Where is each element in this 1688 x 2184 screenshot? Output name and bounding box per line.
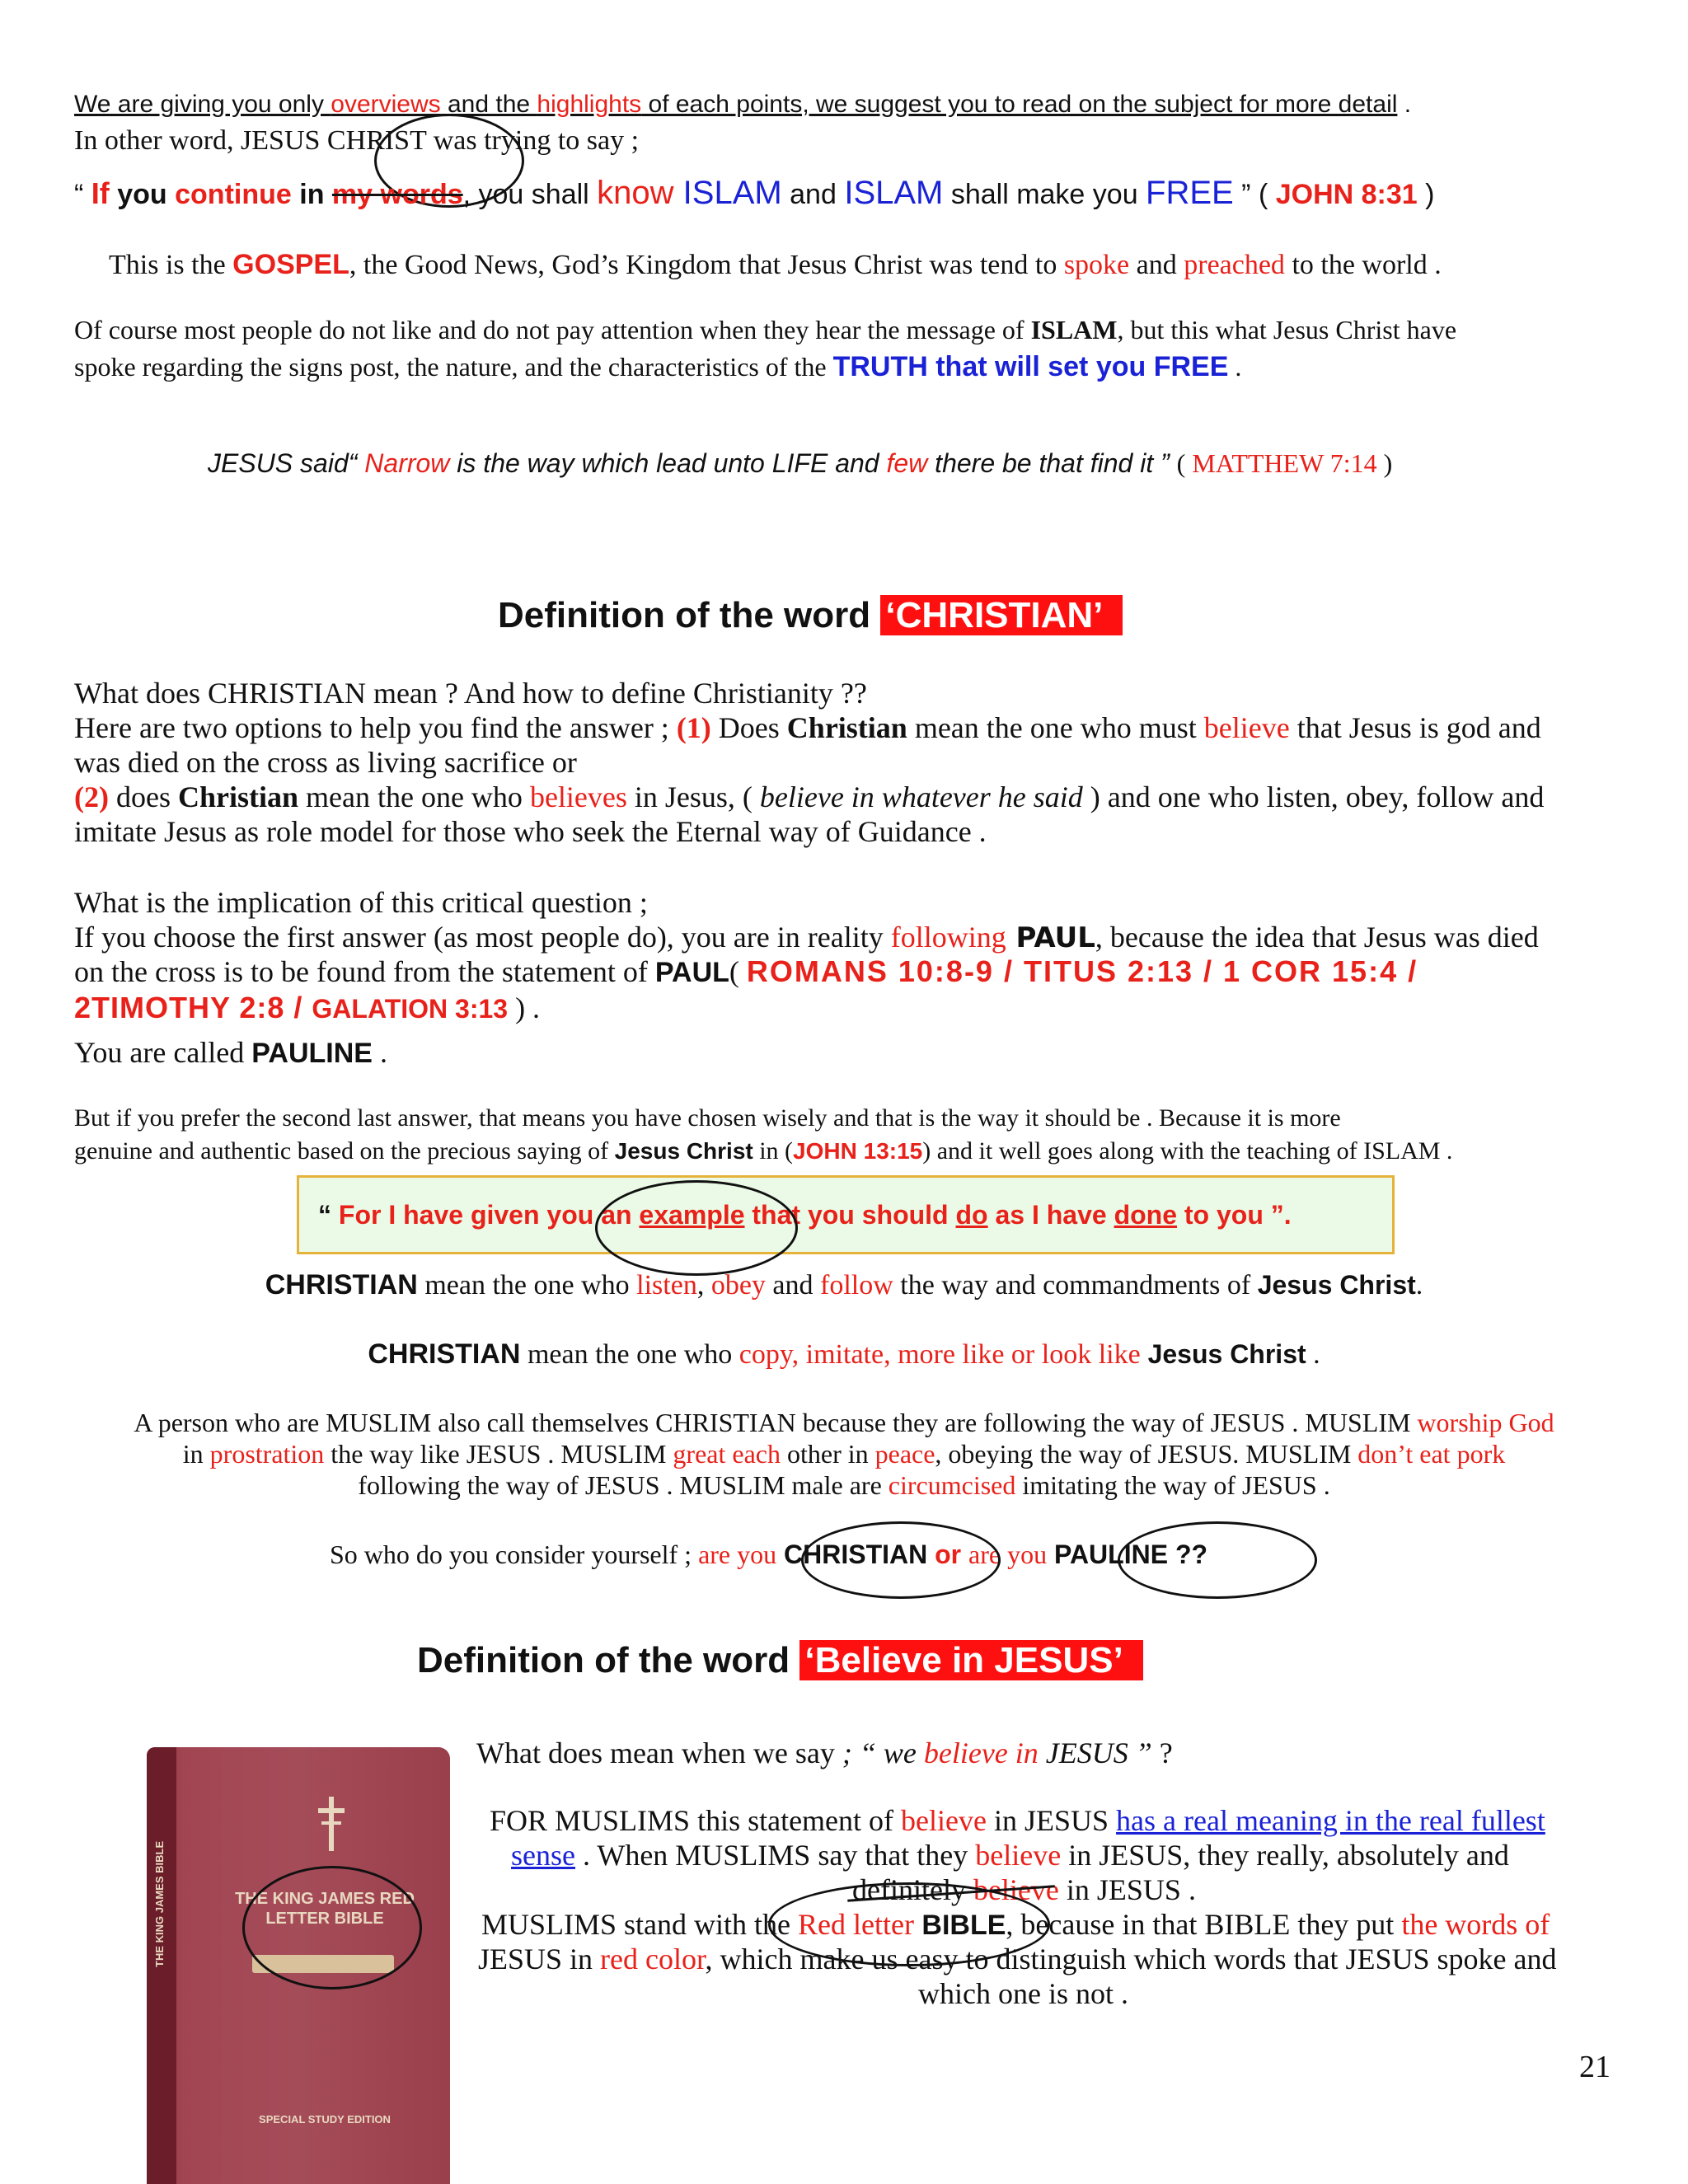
muslim-prostration: prostration [209,1439,325,1469]
muslim-line-2 [0,1439,1688,1469]
believe-text-3d: in JESUS, they really, absolutely and [1061,1839,1509,1872]
implication-galation: GALATION 3:13 [312,994,509,1024]
annotation-circle [595,1180,798,1276]
question-text-a: So who do you consider yourself ; [330,1540,699,1569]
def-text-4h: ) and one who listen, obey, follow and [1082,780,1545,813]
annotation-circle [1118,1521,1317,1599]
christian1-text-h: the way and commandments of [893,1270,1258,1301]
gospel-preached: preached [1184,250,1285,280]
believe-word-2: believe [975,1839,1062,1872]
def-text-2a: Here are two options to help you find the answer ; [74,711,677,744]
second-line-1: But if you prefer the second last answer, that means you have chosen wisely and that is the way it should be . Because it is more [74,1104,1341,1132]
christian2-end: . [1306,1339,1320,1370]
heading-believe-prefix: Definition of the word [417,1640,800,1680]
christian1-follow: follow [820,1270,893,1301]
quote-islam-1: ISLAM [673,175,782,211]
def-text-4b: does [108,780,178,813]
def-text-4f: in Jesus, ( [626,780,760,813]
christian2-word: CHRISTIAN [368,1338,521,1370]
matthew-text-a: JESUS said“ [208,448,365,478]
believe-line-1 [476,1736,1173,1770]
implication-line-4 [74,991,540,1025]
intro-line-2: In other word, JESUS CHRIST was trying to say ; [74,125,640,156]
muslim-circumcised: circumcised [888,1470,1016,1500]
boxquote-text-f: as I have [987,1200,1114,1230]
annotation-circle [242,1866,422,1990]
quote-you-shall: , you shall [462,179,598,210]
believe-red-color: red color [600,1943,706,1975]
implication-line-5 [74,1035,387,1070]
believe-text-2a: FOR MUSLIMS this statement of [490,1804,902,1837]
believe-line-7: which one is not . [918,1977,1128,2010]
muslim-line-3 [0,1470,1688,1501]
believe-text-4c: in JESUS . [1058,1873,1196,1906]
truth-text-2a: spoke regarding the signs post, the nature, and the characteristics of the [74,352,833,382]
def-line-2 [74,710,1541,745]
boxquote-end: to you ”. [1177,1200,1292,1230]
heading-christian [498,595,1123,636]
question-pauline: PAULINE [1047,1540,1169,1569]
intro-text-e: of each points, we suggest you to read on the subject for more detail [641,91,1398,118]
muslim-text-3c: imitating the way of JESUS . [1015,1470,1330,1500]
implication-line-1: What is the implication of this critical question ; [74,886,648,919]
believe-text-3b: . When MUSLIMS say that they [574,1839,976,1872]
implication-close: ) . [508,991,541,1024]
heading-believe [417,1640,1143,1681]
implication-line-3 [74,954,1418,989]
quote-matthew-7-14 [208,448,1392,479]
muslim-worship-god: worship God [1417,1408,1554,1437]
believe-bible: BIBLE [913,1910,1006,1941]
def-line-4 [74,780,1544,814]
believe-words-of: the words of [1401,1908,1550,1941]
def-line-3: was died on the cross as living sacrifice or [74,746,577,779]
question-christian: CHRISTIAN [776,1540,928,1569]
quote-you: you [109,179,176,210]
muslim-no-pork: don’t eat pork [1357,1439,1506,1469]
implication-end: . [373,1036,387,1069]
christian-definition-1 [0,1269,1688,1301]
quote-close: ) [1417,179,1435,210]
quote-open: “ [74,179,91,210]
believe-text-5a: MUSLIMS stand with the [481,1908,799,1941]
believe-line-2 [490,1803,1545,1838]
def-whatever-he-said: believe in whatever he said [759,780,1083,813]
christian-definition-2 [0,1338,1688,1371]
christian1-text-b: mean the one who [417,1270,637,1301]
implication-text-3a: on the cross is to be found from the statement of [74,955,655,988]
implication-paul-2: PAUL [654,957,729,988]
believe-real-meaning-link[interactable]: has a real meaning in the real fullest [1116,1804,1545,1837]
muslim-great-each: great each [673,1439,781,1469]
intro-text-a: We are giving you only [74,91,331,118]
implication-references: ROMANS 10:8-9 / TITUS 2:13 / 1 COR 15:4 / [746,954,1418,988]
matthew-narrow: Narrow [364,448,450,478]
intro-text-c: and the [440,91,537,118]
question-or: or [927,1540,969,1569]
muslim-peace: peace [874,1439,935,1469]
matthew-text-c: is the way which lead unto LIFE and [449,448,887,478]
implication-bracket: ( [729,955,747,988]
muslim-text-2c: the way like JESUS . MUSLIM [324,1439,673,1469]
question-line [330,1540,1207,1570]
believe-definitely: definitely [852,1873,973,1906]
believe-text-6c: , which make us easy to distinguish which words that JESUS spoke and [705,1943,1557,1975]
believe-sense-link[interactable]: sense [511,1839,575,1872]
gospel-text-a: This is the [109,250,233,280]
quote-free: FREE [1146,175,1234,211]
gospel-end: to the world . [1284,250,1442,280]
boxquote-text-d: that you should [744,1200,956,1230]
gospel-and: and [1129,250,1184,280]
def-line-1: What does CHRISTIAN mean ? And how to define Christianity ?? [74,677,867,710]
implication-pauline: PAULINE [251,1038,373,1069]
quote-shall-make: shall make you [943,179,1146,210]
question-are-you-2: are you [968,1540,1048,1569]
second-text-e: ) and it well goes along with the teaching of ISLAM . [922,1137,1453,1165]
def-option-2: (2) [74,780,109,813]
def-believes: believes [529,780,627,813]
def-option-1: (1) [676,711,711,744]
book-edition: SPECIAL STUDY EDITION [259,2113,391,2125]
muslim-text-2g: , obeying the way of JESUS. MUSLIM [935,1439,1358,1469]
cross-icon [315,1797,348,1851]
christian1-word: CHRISTIAN [265,1269,418,1301]
intro-line-1 [74,91,1411,119]
muslim-line-1 [0,1408,1688,1438]
quote-islam-2: ISLAM [844,175,944,211]
matthew-few: few [886,448,928,478]
implication-line-2 [74,920,1539,954]
intro-highlights: highlights [537,91,642,118]
truth-end: . [1228,352,1242,382]
truth-line-1 [74,315,1456,345]
implication-following: following [890,921,1006,954]
believe-line-3 [511,1838,1509,1872]
quote-know: know [597,175,674,211]
second-text-c: in ( [753,1137,794,1165]
christian1-comma: , [696,1270,711,1301]
matthew-text-e: there be that find it ” [927,448,1177,478]
christian2-text-b: mean the one who [520,1339,739,1370]
matthew-open: ( [1176,448,1193,478]
def-christian-2: Christian [177,780,299,813]
heading-christian-prefix: Definition of the word [498,595,881,635]
matthew-reference: MATTHEW 7:14 [1192,448,1377,478]
boxquote-example: example [639,1200,745,1230]
def-text-2c: Does [710,711,787,744]
boxquote-text-b: For I have given you an [338,1200,640,1230]
intro-overviews: overviews [331,91,441,118]
quote-if: If [91,176,110,210]
truth-islam: ISLAM [1030,315,1118,344]
gospel-text-c: , the Good News, God’s Kingdom that Jesus Christ was tend to [349,250,1064,280]
muslim-text-1a: A person who are MUSLIM also call themselves CHRISTIAN because they are following the way of JESUS . MUSLIM [134,1408,1418,1437]
quote-in: in [291,179,332,210]
boxquote-open: “ [318,1200,339,1230]
muslim-text-2a: in [182,1439,210,1469]
believe-text-5d: , because in that BIBLE they put [1006,1908,1402,1941]
gospel-word: GOSPEL [232,249,349,280]
book-title: THE KING JAMES RED LETTER BIBLE [235,1890,415,1928]
quote-my-words: my words [331,179,463,210]
page-number: 21 [1579,2050,1611,2084]
second-line-2 [74,1137,1452,1165]
christian1-end: . [1415,1270,1423,1301]
second-text-a: genuine and authentic based on the precious saying of [74,1137,615,1165]
gospel-spoke: spoke [1063,250,1130,280]
def-believe: believe [1203,711,1290,744]
believe-jesus: JESUS ” [1038,1736,1160,1769]
question-are-you-1: are you [698,1540,777,1569]
implication-text-2d: , because the idea that Jesus was died [1095,921,1539,954]
muslim-text-3a: following the way of JESUS . MUSLIM male are [358,1470,889,1500]
implication-paul: PAUL [1006,921,1095,954]
truth-text-c: , but this what Jesus Christ have [1117,315,1457,344]
def-text-2g: that Jesus is god and [1289,711,1541,744]
believe-text-1b: ; “ we [842,1736,924,1769]
heading-christian-highlight: ‘CHRISTIAN’ [880,595,1123,635]
second-john-13-15: JOHN 13:15 [793,1138,923,1164]
def-line-5: imitate Jesus as role model for those who seek the Eternal way of Guidance . [74,815,987,848]
muslim-text-2e: other in [780,1439,875,1469]
boxquote-do: do [955,1200,988,1230]
quote-john-8-31 [74,175,1434,212]
believe-word-3: believe [973,1873,1059,1906]
quote-close-bracket: ” ( [1233,179,1276,210]
heading-believe-highlight: ‘Believe in JESUS’ [799,1640,1142,1680]
believe-text-1a: What does mean when we say [476,1736,842,1769]
truth-text-a: Of course most people do not like and do not pay attention when they hear the message of [74,315,1031,344]
implication-timothy: 2TIMOTHY 2:8 / [74,991,312,1024]
quote-continue: continue [175,179,292,210]
believe-text-2c: in JESUS [986,1804,1117,1837]
question-marks: ?? [1168,1540,1208,1569]
def-text-2e: mean the one who must [907,711,1204,744]
truth-line-2 [74,351,1241,383]
book-spine-text: THE KING JAMES BIBLE [153,1840,166,1967]
quote-john-13-15 [318,1200,1292,1230]
matthew-close: ) [1376,448,1393,478]
quote-and: and [781,179,845,210]
implication-text-2a: If you choose the first answer (as most people do), you are in reality [74,921,891,954]
def-text-4d: mean the one who [298,780,530,813]
def-christian-1: Christian [786,711,907,744]
boxquote-done: done [1114,1200,1177,1230]
christian1-jesus-christ: Jesus Christ [1257,1270,1416,1300]
christian2-jesus-christ: Jesus Christ [1140,1339,1306,1369]
believe-word-1: believe [901,1804,987,1837]
believe-text-6a: JESUS in [478,1943,601,1975]
christian2-copy: copy, imitate, more like or look like [738,1339,1141,1370]
christian1-and: and [765,1270,821,1301]
truth-set-free: TRUTH that will set you FREE [832,351,1229,382]
quote-reference: JOHN 8:31 [1275,179,1418,210]
gospel-line [109,249,1442,281]
intro-end: . [1397,91,1412,118]
believe-red-letter: Red letter [798,1908,914,1941]
second-jesus-christ: Jesus Christ [614,1138,753,1164]
christian1-obey: obey [710,1270,766,1301]
christian1-listen: listen [636,1270,697,1301]
annotation-circle [801,1521,1001,1599]
believe-q: ? [1159,1736,1173,1769]
believe-believe-in: believe in [923,1736,1039,1769]
implication-called: You are called [74,1036,252,1069]
